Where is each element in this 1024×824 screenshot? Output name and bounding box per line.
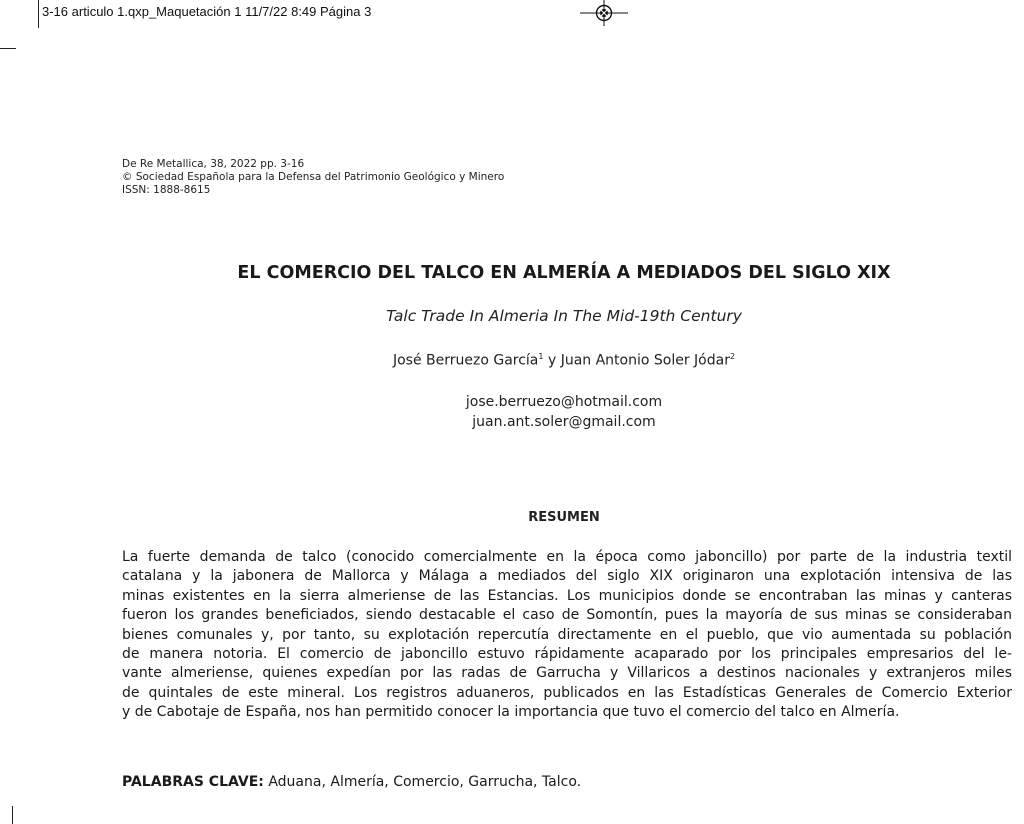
crop-mark-top (38, 0, 39, 28)
crop-mark-left (0, 48, 16, 49)
abstract-line: bienes comunales y, por tanto, su explotación repercutía directamente en el pueblo, que vio aumentada su población (122, 626, 1012, 643)
society-line: © Sociedad Española para la Defensa del Patrimonio Geológico y Minero (122, 171, 505, 183)
email-1: jose.berruezo@hotmail.com (465, 394, 663, 410)
author-1-affiliation: 1 (538, 352, 544, 361)
abstract-line: fueron los grandes beneficiados, siendo destacable el caso de Somontín, pues la mayoría de sus minas se consideraban (122, 607, 1012, 624)
abstract-line: de manera notoria. El comercio de jaboncillo estuvo rápidamente acaparado por los principales empresarios del le- (122, 646, 1012, 663)
abstract-line: minas existentes en la sierra almeriense de las Estancias. Los municipios donde se encontraban las minas y canteras (122, 587, 1012, 604)
registration-mark-icon (580, 0, 628, 26)
author-1: José Berruezo García (392, 352, 539, 369)
crop-mark-bottom (12, 806, 13, 824)
abstract-line: y de Cabotaje de España, nos han permitido conocer la importancia que tuvo el comercio del talco en Almería. (122, 704, 900, 721)
authors-line (0, 352, 1024, 369)
print-slug-line: 3-16 articulo 1.qxp_Maquetación 1 11/7/22 8:49 Página 3 (42, 4, 372, 19)
issn-line: ISSN: 1888-8615 (122, 184, 211, 196)
abstract-line: La fuerte demanda de talco (conocido comercialmente en la época como jaboncillo) por parte de la industria textil (122, 549, 1012, 565)
abstract-line: de quintales de este mineral. Los registros aduaneros, publicados en las Estadísticas Generales de Comercio Exterior (122, 684, 1012, 701)
abstract-heading: RESUMEN (528, 510, 600, 525)
journal-line: De Re Metallica, 38, 2022 pp. 3-16 (122, 158, 305, 170)
keywords-value: Aduana, Almería, Comercio, Garrucha, Talco. (268, 774, 582, 790)
keywords-label: PALABRAS CLAVE: (122, 774, 264, 790)
author-emails (0, 392, 1024, 432)
journal-meta (122, 158, 504, 197)
article-title: EL COMERCIO DEL TALCO EN ALMERÍA A MEDIADOS DEL SIGLO XIX (237, 263, 891, 283)
email-2: juan.ant.soler@gmail.com (472, 414, 656, 430)
keywords (122, 774, 581, 790)
abstract-line: catalana y la jabonera de Mallorca y Málaga a mediados del siglo XIX originaron una explotación intensiva de las (122, 568, 1012, 585)
abstract-line: vante almeriense, quienes expedían por las radas de Garrucha y Villaricos a destinos nacionales y extranjeros miles (122, 665, 1012, 682)
article-subtitle: Talc Trade In Almeria In The Mid-19th Century (386, 307, 742, 325)
author-2-affiliation: 2 (729, 352, 736, 361)
abstract-body (122, 548, 1012, 723)
author-connector: y (547, 352, 557, 369)
author-2: Juan Antonio Soler Jódar (560, 352, 730, 369)
